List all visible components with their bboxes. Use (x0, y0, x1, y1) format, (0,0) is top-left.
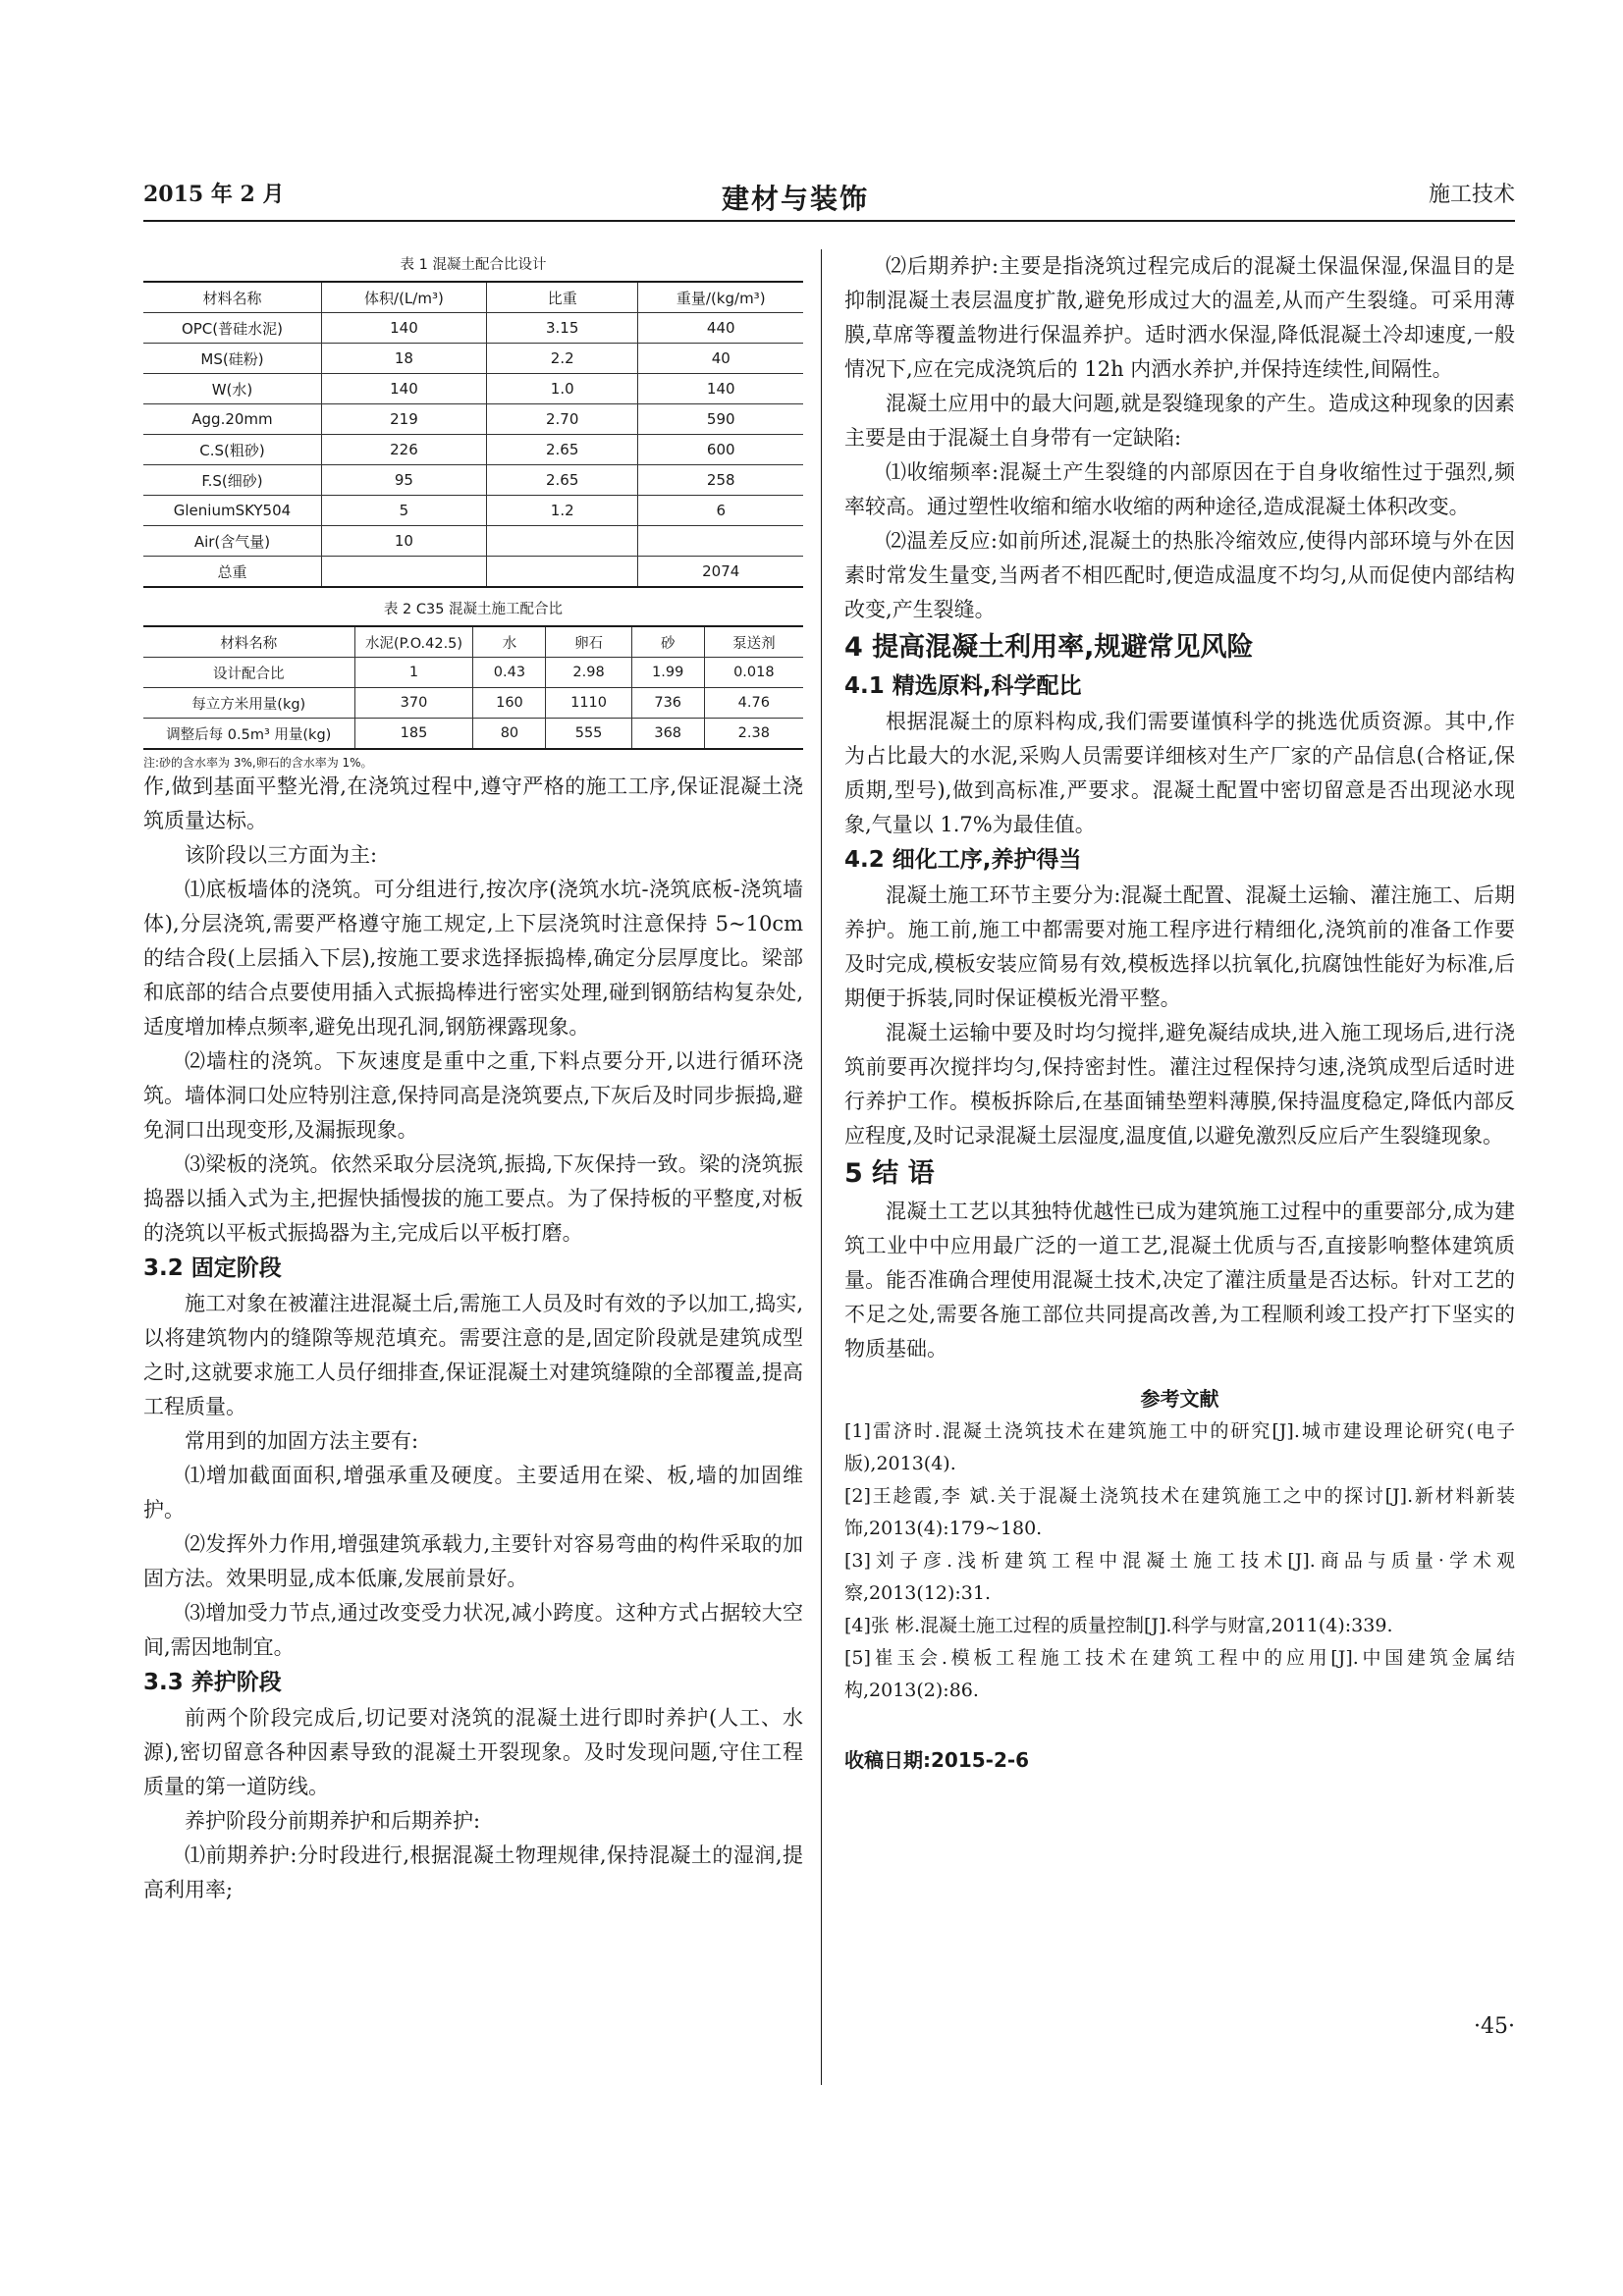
table-cell: 0.43 (473, 658, 546, 688)
table-cell (486, 526, 638, 557)
table-cell: 10 (321, 526, 486, 557)
table-cell: 140 (321, 374, 486, 404)
paragraph: ⑴前期养护:分时段进行,根据混凝土物理规律,保持混凝土的湿润,提高利用率; (143, 1843, 803, 1901)
paragraph: ⑵温差反应:如前所述,混凝土的热胀冷缩效应,使得内部环境与外在因素时常发生量变,当两者不相匹配时,便造成温度不均匀,从而促使内部结构改变,产生裂缝。 (844, 529, 1515, 621)
table-cell: 1.99 (631, 658, 704, 688)
table-cell: 水泥(P.O.42.5) (354, 626, 473, 658)
table-row (143, 313, 803, 344)
header-section: 施工技术 (1428, 183, 1515, 207)
paragraph: ⑵发挥外力作用,增强建筑承载力,主要针对容易弯曲的构件采取的加固方法。效果明显,成本低廉,发展前景好。 (143, 1532, 803, 1590)
section-heading: 5 结 语 (844, 1158, 935, 1189)
table-cell: 590 (638, 404, 803, 435)
table-row (143, 282, 803, 313)
table-cell: 材料名称 (143, 282, 321, 313)
paragraph: 根据混凝土的原料构成,我们需要谨慎科学的挑选优质资源。其中,作为占比最大的水泥,采购人员需要详细核对生产厂家的产品信息(合格证,保质期,型号),做到高标准,严要求。混凝土配置中密切留意是否出现泌水现象,气量以 1.7%为最佳值。 (844, 710, 1515, 836)
table-cell: 2074 (638, 557, 803, 588)
table-cell: 18 (321, 344, 486, 374)
table-cell: 40 (638, 344, 803, 374)
paragraph: 施工对象在被灌注进混凝土后,需施工人员及时有效的予以加工,捣实,以将建筑物内的缝隙等规范填充。需要注意的是,固定阶段就是建筑成型之时,这就要求施工人员仔细排查,保证混凝土对建筑缝隙的全部覆盖,提高工程质量。 (143, 1292, 803, 1418)
table2-caption: 表 2 C35 混凝土施工配合比 (383, 602, 564, 617)
table-cell: W(水) (143, 374, 321, 404)
paragraph: 前两个阶段完成后,切记要对浇筑的混凝土进行即时养护(人工、水源),密切留意各种因素导致的混凝土开裂现象。及时发现问题,守住工程质量的第一道防线。 (143, 1706, 803, 1798)
table-cell: 比重 (486, 282, 638, 313)
paragraph: 养护阶段分前期养护和后期养护: (185, 1809, 481, 1833)
table-row (143, 435, 803, 465)
table1 (143, 281, 803, 588)
paragraph: ⑴增加截面面积,增强承重及硬度。主要适用在梁、板,墙的加固维护。 (143, 1464, 803, 1522)
table-cell: OPC(普硅水泥) (143, 313, 321, 344)
paragraph: 混凝土施工环节主要分为:混凝土配置、混凝土运输、灌注施工、后期养护。施工前,施工中都需要对施工程序进行精细化,浇筑前的准备工作要及时完成,模板安装应简易有效,模板选择以抗氧化,抗腐蚀性能好为标准,后期便于拆装,同时保证模板光滑平整。 (844, 883, 1515, 1010)
table-row (143, 557, 803, 588)
paragraph: ⑵墙柱的浇筑。下灰速度是重中之重,下料点要分开,以进行循环浇筑。墙体洞口处应特别注意,保持同高是浇筑要点,下灰后及时同步振捣,避免洞口出现变形,及漏振现象。 (143, 1049, 803, 1142)
table-cell: 140 (638, 374, 803, 404)
header-rule (143, 220, 1515, 222)
paragraph: ⑴收缩频率:混凝土产生裂缝的内部原因在于自身收缩性过于强烈,频率较高。通过塑性收缩和缩水收缩的两种途径,造成混凝土体积改变。 (844, 460, 1515, 518)
table-cell: 555 (546, 719, 631, 750)
table-cell: GleniumSKY504 (143, 496, 321, 526)
table-row (143, 465, 803, 496)
table-cell: 3.15 (486, 313, 638, 344)
table-cell: 226 (321, 435, 486, 465)
table-row (143, 374, 803, 404)
table-row (143, 658, 803, 688)
table-cell (486, 557, 638, 588)
table-cell: 1110 (546, 688, 631, 719)
subsection-heading: 3.3 养护阶段 (143, 1670, 282, 1695)
table-cell: F.S(细砂) (143, 465, 321, 496)
table-cell: 1.0 (486, 374, 638, 404)
table-cell: 调整后每 0.5m³ 用量(kg) (143, 719, 354, 750)
subsection-heading: 4.2 细化工序,养护得当 (844, 847, 1082, 873)
table-cell: MS(硅粉) (143, 344, 321, 374)
table-cell: 80 (473, 719, 546, 750)
table2 (143, 625, 803, 750)
table-cell: 2.38 (704, 719, 803, 750)
reference-item: [1]雷济时.混凝土浇筑技术在建筑施工中的研究[J].城市建设理论研究(电子版),2013(4). (844, 1420, 1515, 1474)
left-column (143, 249, 803, 1907)
right-column (844, 249, 1515, 1773)
paragraph: 该阶段以三方面为主: (185, 843, 378, 867)
paragraph: ⑵后期养护:主要是指浇筑过程完成后的混凝土保温保湿,保温目的是抑制混凝土表层温度扩散,避免形成过大的温差,从而产生裂缝。可采用薄膜,草席等覆盖物进行保温养护。适时洒水保湿,降低混凝土冷却速度,一般情况下,应在完成浇筑后的 12h 内洒水养护,并保持连续性,间隔性。 (844, 254, 1515, 381)
table-row (143, 496, 803, 526)
table-cell: 2.98 (546, 658, 631, 688)
reference-item: [5]崔玉会.模板工程施工技术在建筑工程中的应用[J].中国建筑金属结构,2013(2):86. (844, 1647, 1515, 1701)
table-cell (638, 526, 803, 557)
table-cell: 258 (638, 465, 803, 496)
table-cell: 2.65 (486, 465, 638, 496)
header-date: 2015 年 2 月 (143, 182, 285, 207)
references-title: 参考文献 (1140, 1387, 1219, 1411)
table-cell: 185 (354, 719, 473, 750)
reference-item: [4]张 彬.混凝土施工过程的质量控制[J].科学与财富,2011(4):339. (844, 1615, 1393, 1636)
table-cell: 材料名称 (143, 626, 354, 658)
table-cell: 0.018 (704, 658, 803, 688)
table-row (143, 404, 803, 435)
paragraph: 作,做到基面平整光滑,在浇筑过程中,遵守严格的施工工序,保证混凝土浇筑质量达标。 (143, 774, 803, 832)
journal-title: 建材与装饰 (722, 183, 870, 215)
table-cell: 736 (631, 688, 704, 719)
table-cell: 370 (354, 688, 473, 719)
table-cell: 5 (321, 496, 486, 526)
paragraph: ⑶梁板的浇筑。依然采取分层浇筑,振捣,下灰保持一致。梁的浇筑振捣器以插入式为主,把握快插慢拔的施工要点。为了保持板的平整度,对板的浇筑以平板式振捣器为主,完成后以平板打磨。 (143, 1152, 803, 1245)
table-cell: 4.76 (704, 688, 803, 719)
subsection-heading: 4.1 精选原料,科学配比 (844, 673, 1082, 699)
table-cell: 2.65 (486, 435, 638, 465)
paragraph: 常用到的加固方法主要有: (185, 1429, 419, 1453)
reference-item: [3]刘子彦.浅析建筑工程中混凝土施工技术[J].商品与质量·学术观察,2013(12):31. (844, 1550, 1515, 1604)
subsection-heading: 3.2 固定阶段 (143, 1255, 282, 1281)
table-cell: 总重 (143, 557, 321, 588)
section-heading: 4 提高混凝土利用率,规避常见风险 (844, 632, 1254, 663)
paragraph: ⑶增加受力节点,通过改变受力状况,减小跨度。这种方式占据较大空间,需因地制宜。 (143, 1601, 803, 1659)
table-row (143, 626, 803, 658)
paragraph: ⑴底板墙体的浇筑。可分组进行,按次序(浇筑水坑-浇筑底板-浇筑墙体),分层浇筑,需要严格遵守施工规定,上下层浇筑时注意保持 5~10cm 的结合段(上层插入下层),按施工要求选择振捣棒,确定分层厚度比。梁部和底部的结合点要使用插入式振捣棒进行密实处理,碰到钢筋结构复杂处,适度增加棒点频率,避免出现孔洞,钢筋裸露现象。 (143, 878, 803, 1039)
received-date: 收稿日期:2015-2-6 (844, 1748, 1030, 1772)
table-cell (321, 557, 486, 588)
table-cell: 1.2 (486, 496, 638, 526)
table-row (143, 719, 803, 750)
table-cell: 1 (354, 658, 473, 688)
column-divider (821, 249, 822, 2085)
table-row (143, 688, 803, 719)
table-cell: 设计配合比 (143, 658, 354, 688)
table-cell: 水 (473, 626, 546, 658)
table-cell: 卵石 (546, 626, 631, 658)
table-cell: Agg.20mm (143, 404, 321, 435)
table-row (143, 344, 803, 374)
paragraph: 混凝土运输中要及时均匀搅拌,避免凝结成块,进入施工现场后,进行浇筑前要再次搅拌均匀,保持密封性。灌注过程保持匀速,浇筑成型后适时进行养护工作。模板拆除后,在基面铺垫塑料薄膜,保持温度稳定,降低内部反应程度,及时记录混凝土层湿度,温度值,以避免激烈反应后产生裂缝现象。 (844, 1021, 1515, 1148)
table-cell: 95 (321, 465, 486, 496)
table1-caption: 表 1 混凝土配合比设计 (400, 257, 547, 273)
page-number: ·45· (1474, 2014, 1515, 2039)
table-cell: 140 (321, 313, 486, 344)
table-row (143, 526, 803, 557)
table-cell: 368 (631, 719, 704, 750)
table-cell: 600 (638, 435, 803, 465)
table-cell: 440 (638, 313, 803, 344)
reference-item: [2]王趁霞,李 斌.关于混凝土浇筑技术在建筑施工之中的探讨[J].新材料新装饰,2013(4):179~180. (844, 1485, 1515, 1539)
paragraph: 混凝土应用中的最大问题,就是裂缝现象的产生。造成这种现象的因素主要是由于混凝土自身带有一定缺陷: (844, 392, 1515, 450)
table-cell: 重量/(kg/m³) (638, 282, 803, 313)
table2-note: 注:砂的含水率为 3%,卵石的含水率为 1%。 (143, 756, 373, 770)
paragraph: 混凝土工艺以其独特优越性已成为建筑施工过程中的重要部分,成为建筑工业中中应用最广泛的一道工艺,混凝土优质与否,直接影响整体建筑质量。能否准确合理使用混凝土技术,决定了灌注质量是否达标。针对工艺的不足之处,需要各施工部位共同提高改善,为工程顺利竣工投产打下坚实的物质基础。 (844, 1200, 1515, 1361)
table-cell: 160 (473, 688, 546, 719)
table-cell: Air(含气量) (143, 526, 321, 557)
table-cell: 2.2 (486, 344, 638, 374)
table-cell: 219 (321, 404, 486, 435)
table-cell: 6 (638, 496, 803, 526)
table-cell: 泵送剂 (704, 626, 803, 658)
table-cell: 每立方米用量(kg) (143, 688, 354, 719)
table-cell: 体积/(L/m³) (321, 282, 486, 313)
table-cell: C.S(粗砂) (143, 435, 321, 465)
table-cell: 砂 (631, 626, 704, 658)
table-cell: 2.70 (486, 404, 638, 435)
